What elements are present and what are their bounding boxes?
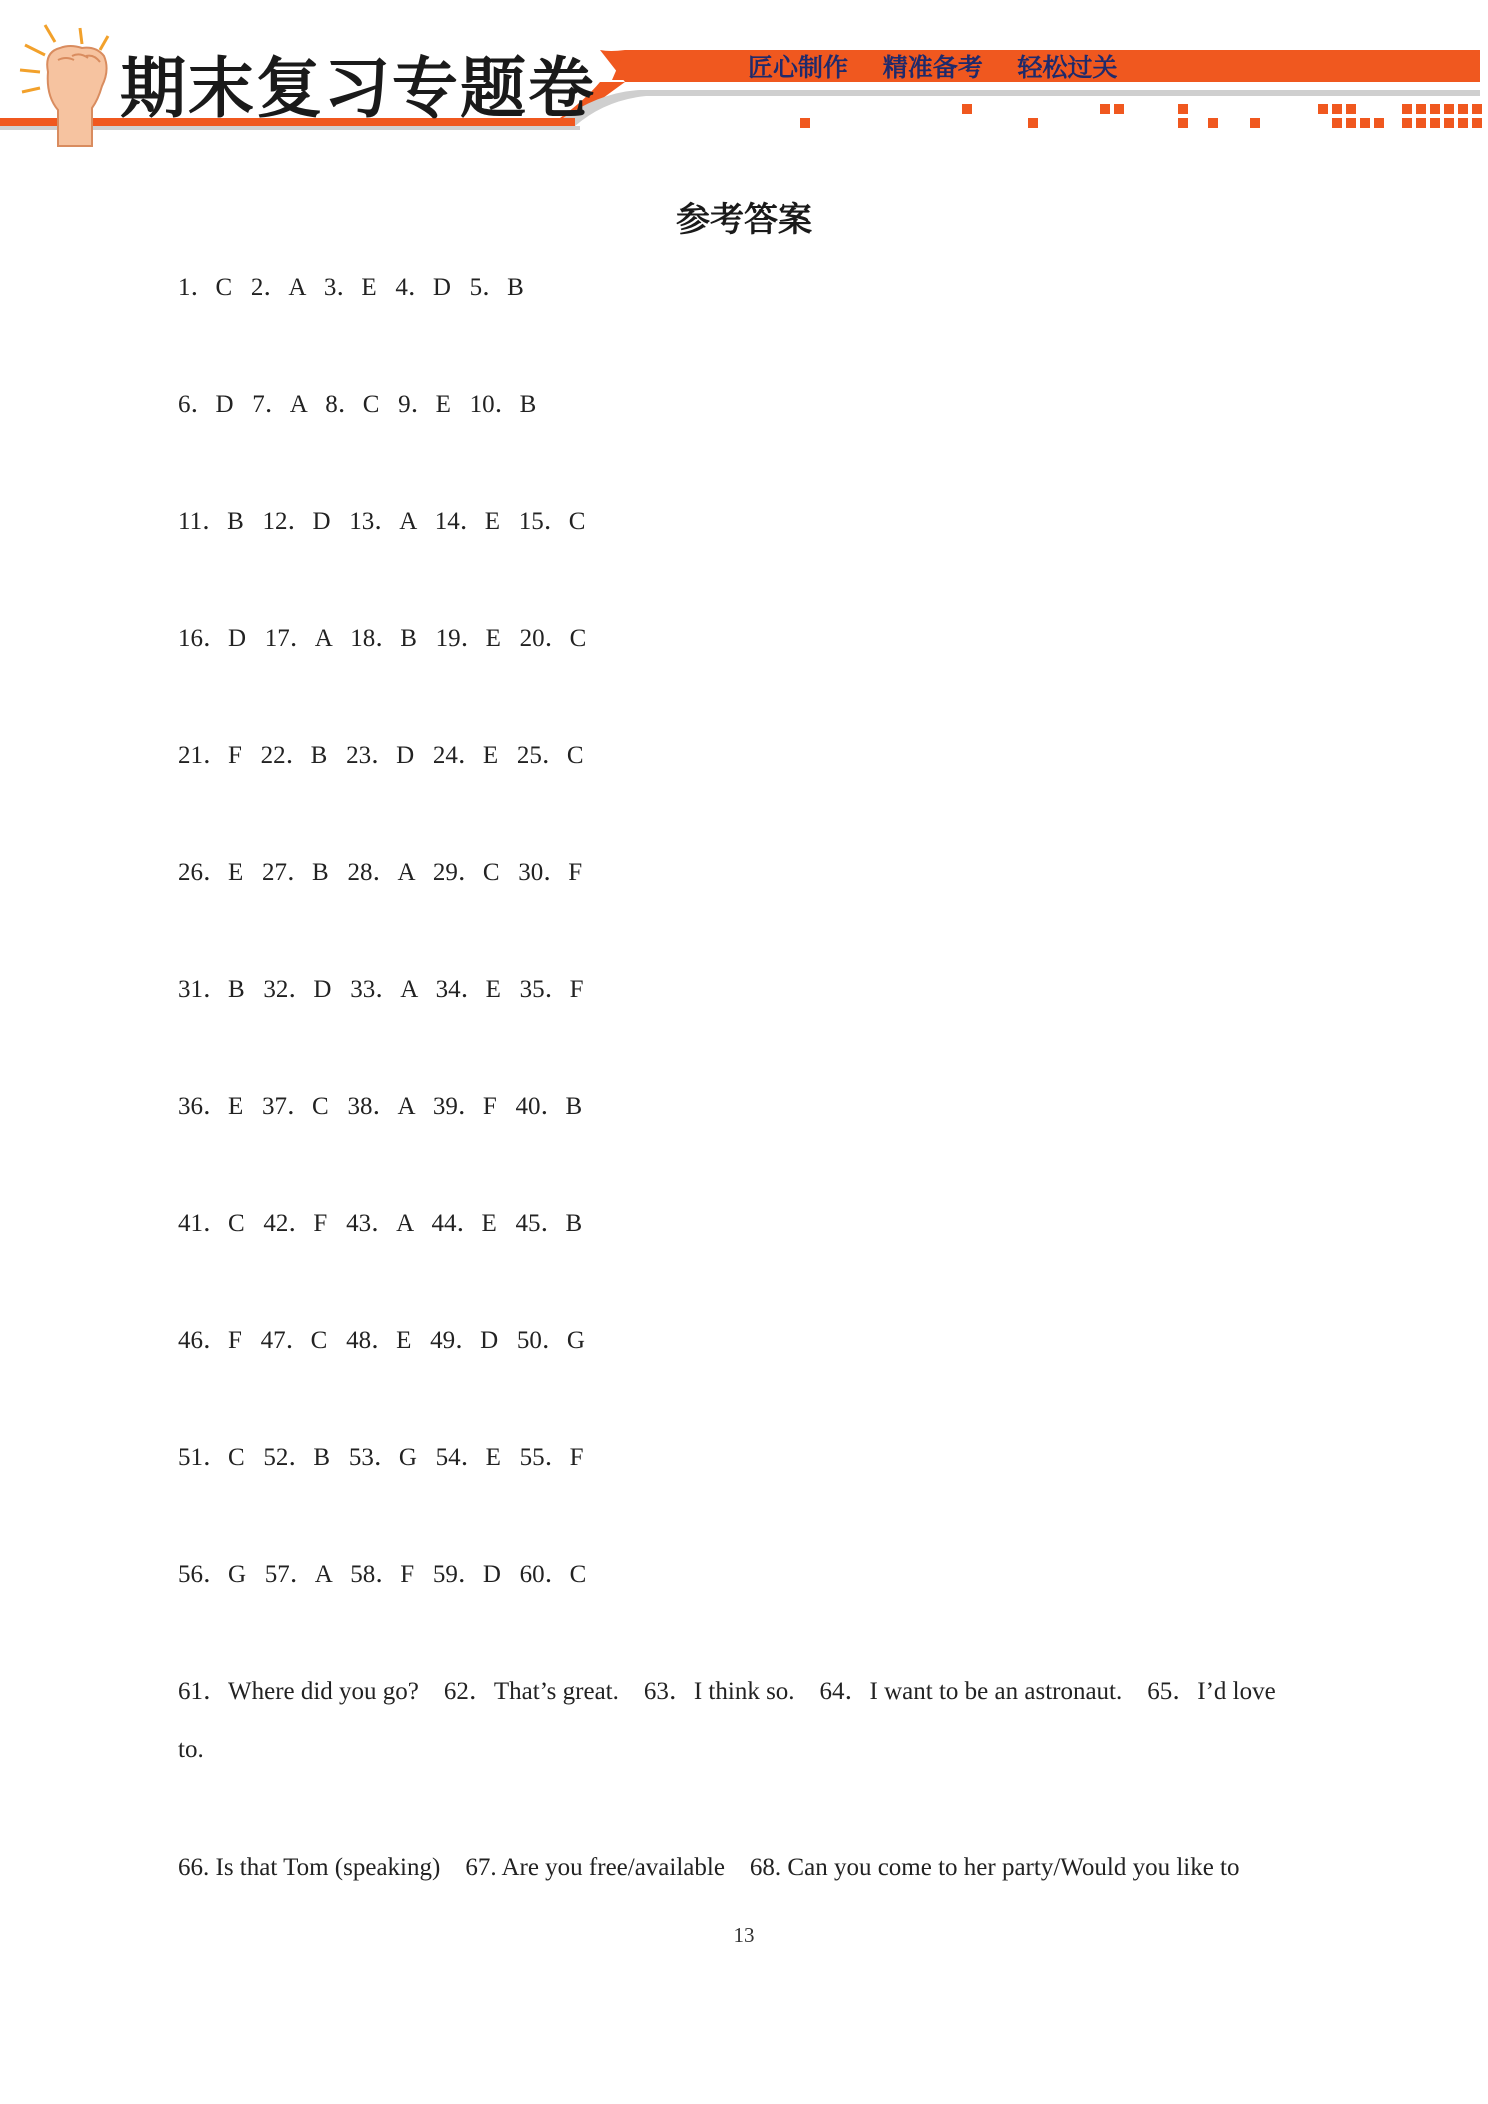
answer-line: 26．E 27．B 28．A 29．C 30．F — [178, 859, 583, 886]
slogan-2: 精准备考 — [882, 53, 983, 82]
answer-line: 56．G 57．A 58．F 59．D 60．C — [178, 1561, 587, 1588]
page-number: 13 — [733, 1923, 755, 1947]
answer-line-66-68: 66. Is that Tom (speaking) 67. Are you free/available 68. Can you come to her party/Would you like to — [178, 1854, 1240, 1881]
brand-title: 期末复习专题卷 — [120, 50, 596, 127]
answer-line: 21．F 22．B 23．D 24．E 25．C — [178, 742, 584, 769]
header-slogan — [748, 50, 1143, 86]
slogan-3: 轻松过关 — [1017, 53, 1118, 82]
answer-line-61-65-continued: to. — [178, 1736, 204, 1763]
page-title: 参考答案 — [676, 200, 812, 240]
answer-line: 41．C 42．F 43．A 44．E 45．B — [178, 1210, 583, 1237]
answer-line: 6．D 7．A 8．C 9．E 10．B — [178, 391, 537, 418]
answer-line: 11．B 12．D 13．A 14．E 15．C — [178, 508, 586, 535]
answer-line: 51．C 52．B 53．G 54．E 55．F — [178, 1444, 584, 1471]
slogan-1: 匠心制作 — [748, 53, 849, 82]
fist-icon — [47, 46, 106, 146]
answer-line: 16．D 17．A 18．B 19．E 20．C — [178, 625, 587, 652]
answer-line-61-65: 61．Where did you go? 62．That’s great. 63．I think so. 64．I want to be an astronaut. 65．I’d love — [178, 1678, 1276, 1705]
answer-line: 31．B 32．D 33．A 34．E 35．F — [178, 976, 584, 1003]
answer-line: 36．E 37．C 38．A 39．F 40．B — [178, 1093, 583, 1120]
answer-line: 46．F 47．C 48．E 49．D 50．G — [178, 1327, 585, 1354]
answer-line: 1．C 2．A 3．E 4．D 5．B — [178, 274, 524, 301]
page-header — [0, 0, 1488, 160]
